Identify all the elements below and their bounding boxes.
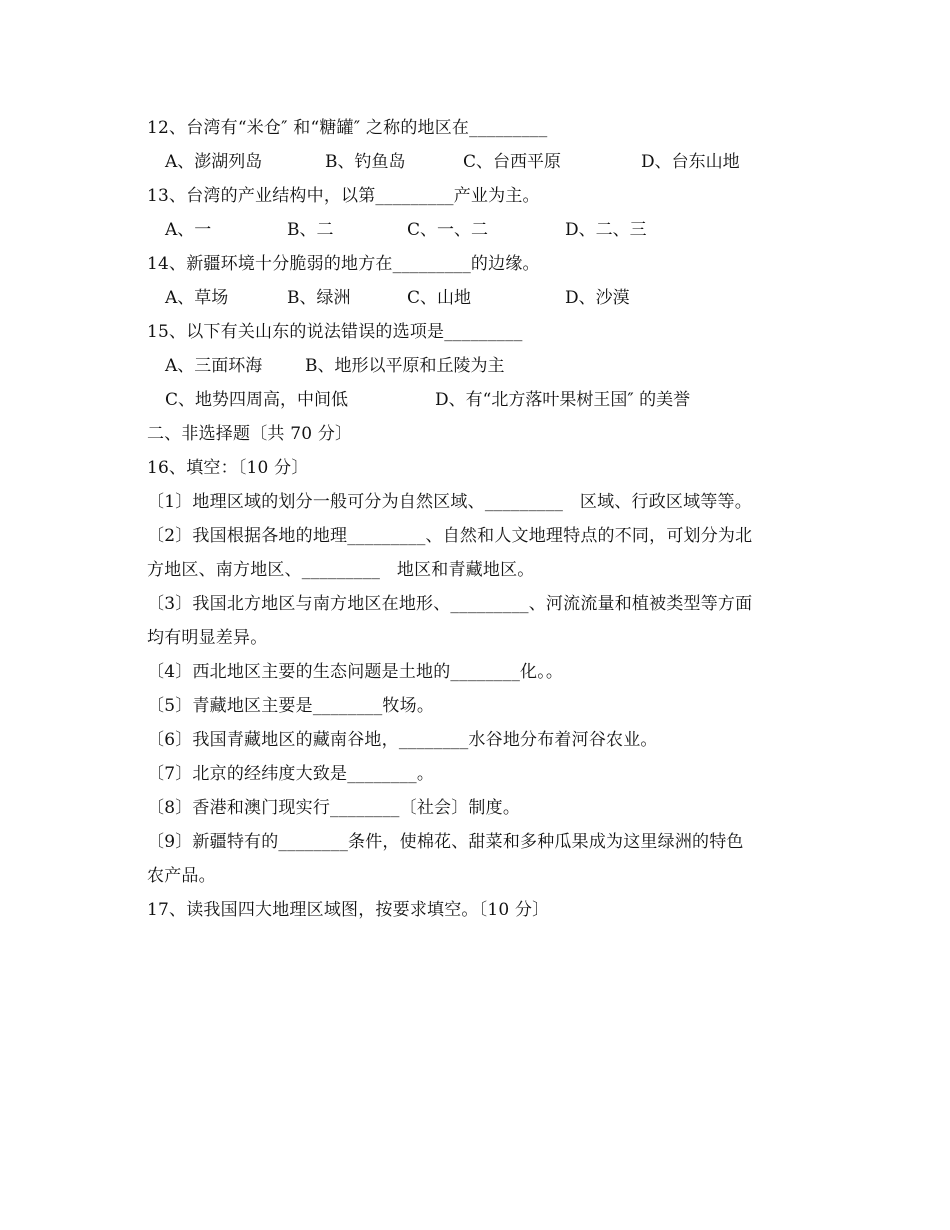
question-13-stem: 13、台湾的产业结构中，以第_________产业为主。 — [147, 186, 540, 206]
fill-item-6: 〔6〕我国青藏地区的藏南谷地，________水谷地分布着河谷农业。 — [147, 730, 658, 750]
question-13-option-b: B、二 — [287, 220, 334, 240]
question-15-option-d: D、有“北方落叶果树王国″ 的美誉 — [435, 390, 691, 410]
section-2-title: 二、非选择题〔共 70 分〕 — [147, 424, 353, 444]
question-15-option-a: A、三面环海 — [165, 356, 263, 376]
question-15-stem: 15、以下有关山东的说法错误的选项是_________ — [147, 322, 523, 342]
question-14-stem: 14、新疆环境十分脆弱的地方在_________的边缘。 — [147, 254, 540, 274]
fill-item-2: 〔2〕我国根据各地的地理_________、自然和人文地理特点的不同，可划分为北 — [147, 526, 753, 546]
question-12-option-c: C、台西平原 — [463, 152, 562, 172]
question-14-option-a: A、草场 — [165, 288, 229, 308]
question-15-option-b: B、地形以平原和丘陵为主 — [305, 356, 505, 376]
question-17-title: 17、读我国四大地理区域图，按要求填空。〔10 分〕 — [147, 900, 550, 920]
question-13-option-a: A、一 — [165, 220, 212, 240]
question-12-option-d: D、台东山地 — [641, 152, 740, 172]
question-12-option-b: B、钓鱼岛 — [325, 152, 406, 172]
question-13-option-d: D、二、三 — [565, 220, 647, 240]
question-13-option-c: C、一、二 — [407, 220, 489, 240]
fill-item-3: 〔3〕我国北方地区与南方地区在地形、_________、河流流量和植被类型等方面 — [147, 594, 753, 614]
question-12-stem: 12、台湾有“米仓″ 和“糖罐″ 之称的地区在_________ — [147, 118, 548, 138]
fill-item-9-cont: 农产品。 — [147, 866, 216, 886]
question-16-title: 16、填空：〔10 分〕 — [147, 458, 309, 478]
fill-item-7: 〔7〕北京的经纬度大致是________。 — [147, 764, 435, 784]
fill-item-4: 〔4〕西北地区主要的生态问题是土地的________化。。 — [147, 662, 564, 682]
question-14-option-b: B、绿洲 — [287, 288, 351, 308]
fill-item-1: 〔1〕地理区域的划分一般可分为自然区域、_________ 区域、行政区域等等。 — [147, 492, 752, 512]
fill-item-3-cont: 均有明显差异。 — [147, 628, 268, 648]
question-15-option-c: C、地势四周高，中间低 — [165, 390, 349, 410]
question-14-option-c: C、山地 — [407, 288, 472, 308]
question-12-option-a: A、澎湖列岛 — [165, 152, 263, 172]
fill-item-8: 〔8〕香港和澳门现实行________〔社会〕制度。 — [147, 798, 521, 818]
fill-item-2-cont: 方地区、南方地区、_________ 地区和青藏地区。 — [147, 560, 535, 580]
fill-item-9: 〔9〕新疆特有的________条件，使棉花、甜菜和多种瓜果成为这里绿洲的特色 — [147, 832, 744, 852]
fill-item-5: 〔5〕青藏地区主要是________牧场。 — [147, 696, 435, 716]
question-14-option-d: D、沙漠 — [565, 288, 630, 308]
